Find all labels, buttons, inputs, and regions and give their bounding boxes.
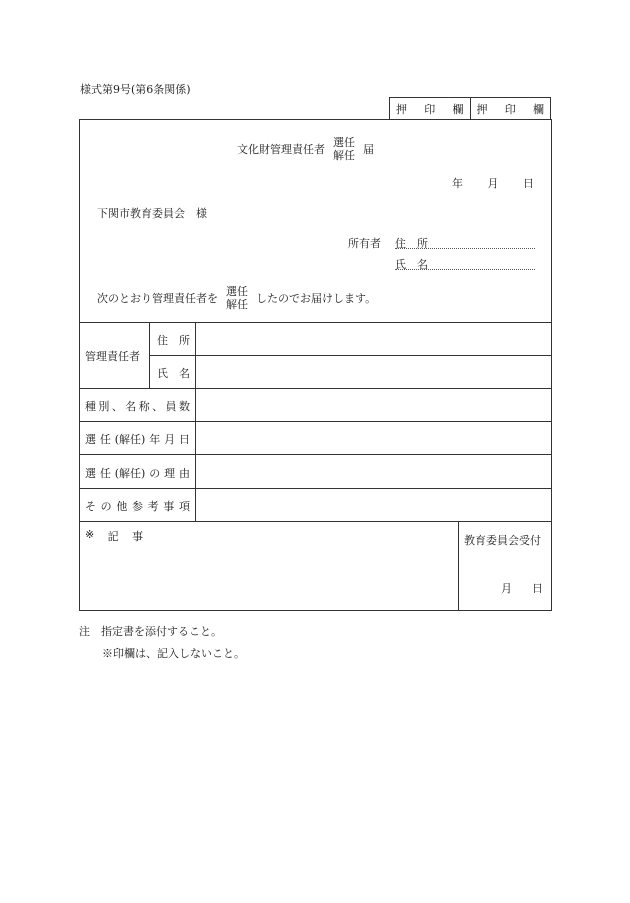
col-divider <box>195 322 196 521</box>
char: そ <box>85 500 96 513</box>
option-dismiss: 解任 <box>333 149 355 162</box>
col-divider <box>149 322 150 388</box>
char: 他 <box>116 500 128 513</box>
statement-options <box>226 285 248 311</box>
reception-label: 教育委員会受付 <box>464 534 541 547</box>
type-name-count-label <box>85 398 190 414</box>
char: 年 <box>149 433 161 446</box>
row-divider <box>80 322 551 323</box>
char: 員 <box>165 400 177 413</box>
manager-address-label: 住 所 <box>157 334 190 347</box>
row-divider <box>80 521 551 522</box>
form-title <box>237 136 374 162</box>
char: 項 <box>178 500 190 513</box>
date-day: 日 <box>523 177 534 190</box>
char: 任 <box>99 467 111 480</box>
row-divider <box>80 388 551 389</box>
char: の <box>149 467 161 480</box>
row-divider <box>80 488 551 489</box>
appointment-reason-label <box>85 465 190 481</box>
char: (解任) <box>114 467 146 480</box>
manager-label: 管理責任者 <box>85 350 140 363</box>
appointment-date-label <box>85 431 190 447</box>
date-line <box>452 175 534 191</box>
title-prefix: 文化財管理責任者 <box>237 143 325 156</box>
char: 、 <box>111 400 123 413</box>
char: 数 <box>178 400 190 413</box>
statement <box>97 285 376 311</box>
stamp-char: 欄 <box>533 102 544 116</box>
owner-label: 所有者 <box>348 237 381 250</box>
char: ※ <box>85 528 95 541</box>
char: 選 <box>85 433 96 446</box>
addressee: 下関市教育委員会 様 <box>97 207 207 220</box>
char: 名 <box>125 400 137 413</box>
char: 参 <box>131 500 143 513</box>
stamp-cell-2 <box>470 98 551 119</box>
row-divider <box>80 454 551 455</box>
other-notes-label <box>85 498 190 514</box>
statement-suffix: したのでお届けします。 <box>256 292 377 305</box>
stamp-char: 押 <box>396 102 407 116</box>
char: 別 <box>98 400 110 413</box>
char: 考 <box>147 500 159 513</box>
stamp-char: 欄 <box>452 102 464 116</box>
remarks-label <box>85 528 143 544</box>
date-year: 年 <box>452 177 463 190</box>
stamp-cell-1 <box>390 98 470 119</box>
char: 選 <box>85 467 96 480</box>
stamp-char: 印 <box>504 102 516 116</box>
owner-name-label: 氏 名 <box>395 258 428 271</box>
title-suffix: 届 <box>363 143 374 156</box>
char: 記 <box>107 530 119 543</box>
char: 月 <box>164 433 176 446</box>
col-divider <box>458 521 459 610</box>
stamp-box <box>389 97 551 119</box>
note-stamp: ※印欄は、記入しないこと。 <box>102 647 245 660</box>
char: 理 <box>164 467 176 480</box>
char: 種 <box>85 400 96 413</box>
owner-name-line <box>395 269 535 270</box>
char: 日 <box>178 433 190 446</box>
date-month: 月 <box>487 177 499 190</box>
option-appoint: 選任 <box>333 136 355 149</box>
manager-name-label: 氏 名 <box>157 367 190 380</box>
char: 由 <box>178 467 190 480</box>
form-frame <box>79 119 552 611</box>
char: 称 <box>138 400 150 413</box>
option-dismiss: 解任 <box>226 298 248 311</box>
char: 、 <box>152 400 164 413</box>
char: 任 <box>99 433 111 446</box>
stamp-char: 印 <box>424 102 436 116</box>
row-divider <box>149 355 551 356</box>
reception-month: 月 <box>501 582 512 595</box>
form-number: 様式第9号(第6条関係) <box>80 83 191 96</box>
char: の <box>100 500 112 513</box>
title-options <box>333 136 355 162</box>
reception-day: 日 <box>532 582 543 595</box>
note-attach: 注 指定書を添付すること。 <box>79 625 222 638</box>
owner-address-line <box>395 248 535 249</box>
row-divider <box>80 421 551 422</box>
owner-address-label: 住 所 <box>395 237 428 250</box>
option-appoint: 選任 <box>226 285 248 298</box>
char: 事 <box>132 530 143 543</box>
reception-date <box>501 580 543 596</box>
stamp-char: 押 <box>476 102 488 116</box>
statement-prefix: 次のとおり管理責任者を <box>97 292 218 305</box>
char: 事 <box>163 500 175 513</box>
char: (解任) <box>114 433 146 446</box>
